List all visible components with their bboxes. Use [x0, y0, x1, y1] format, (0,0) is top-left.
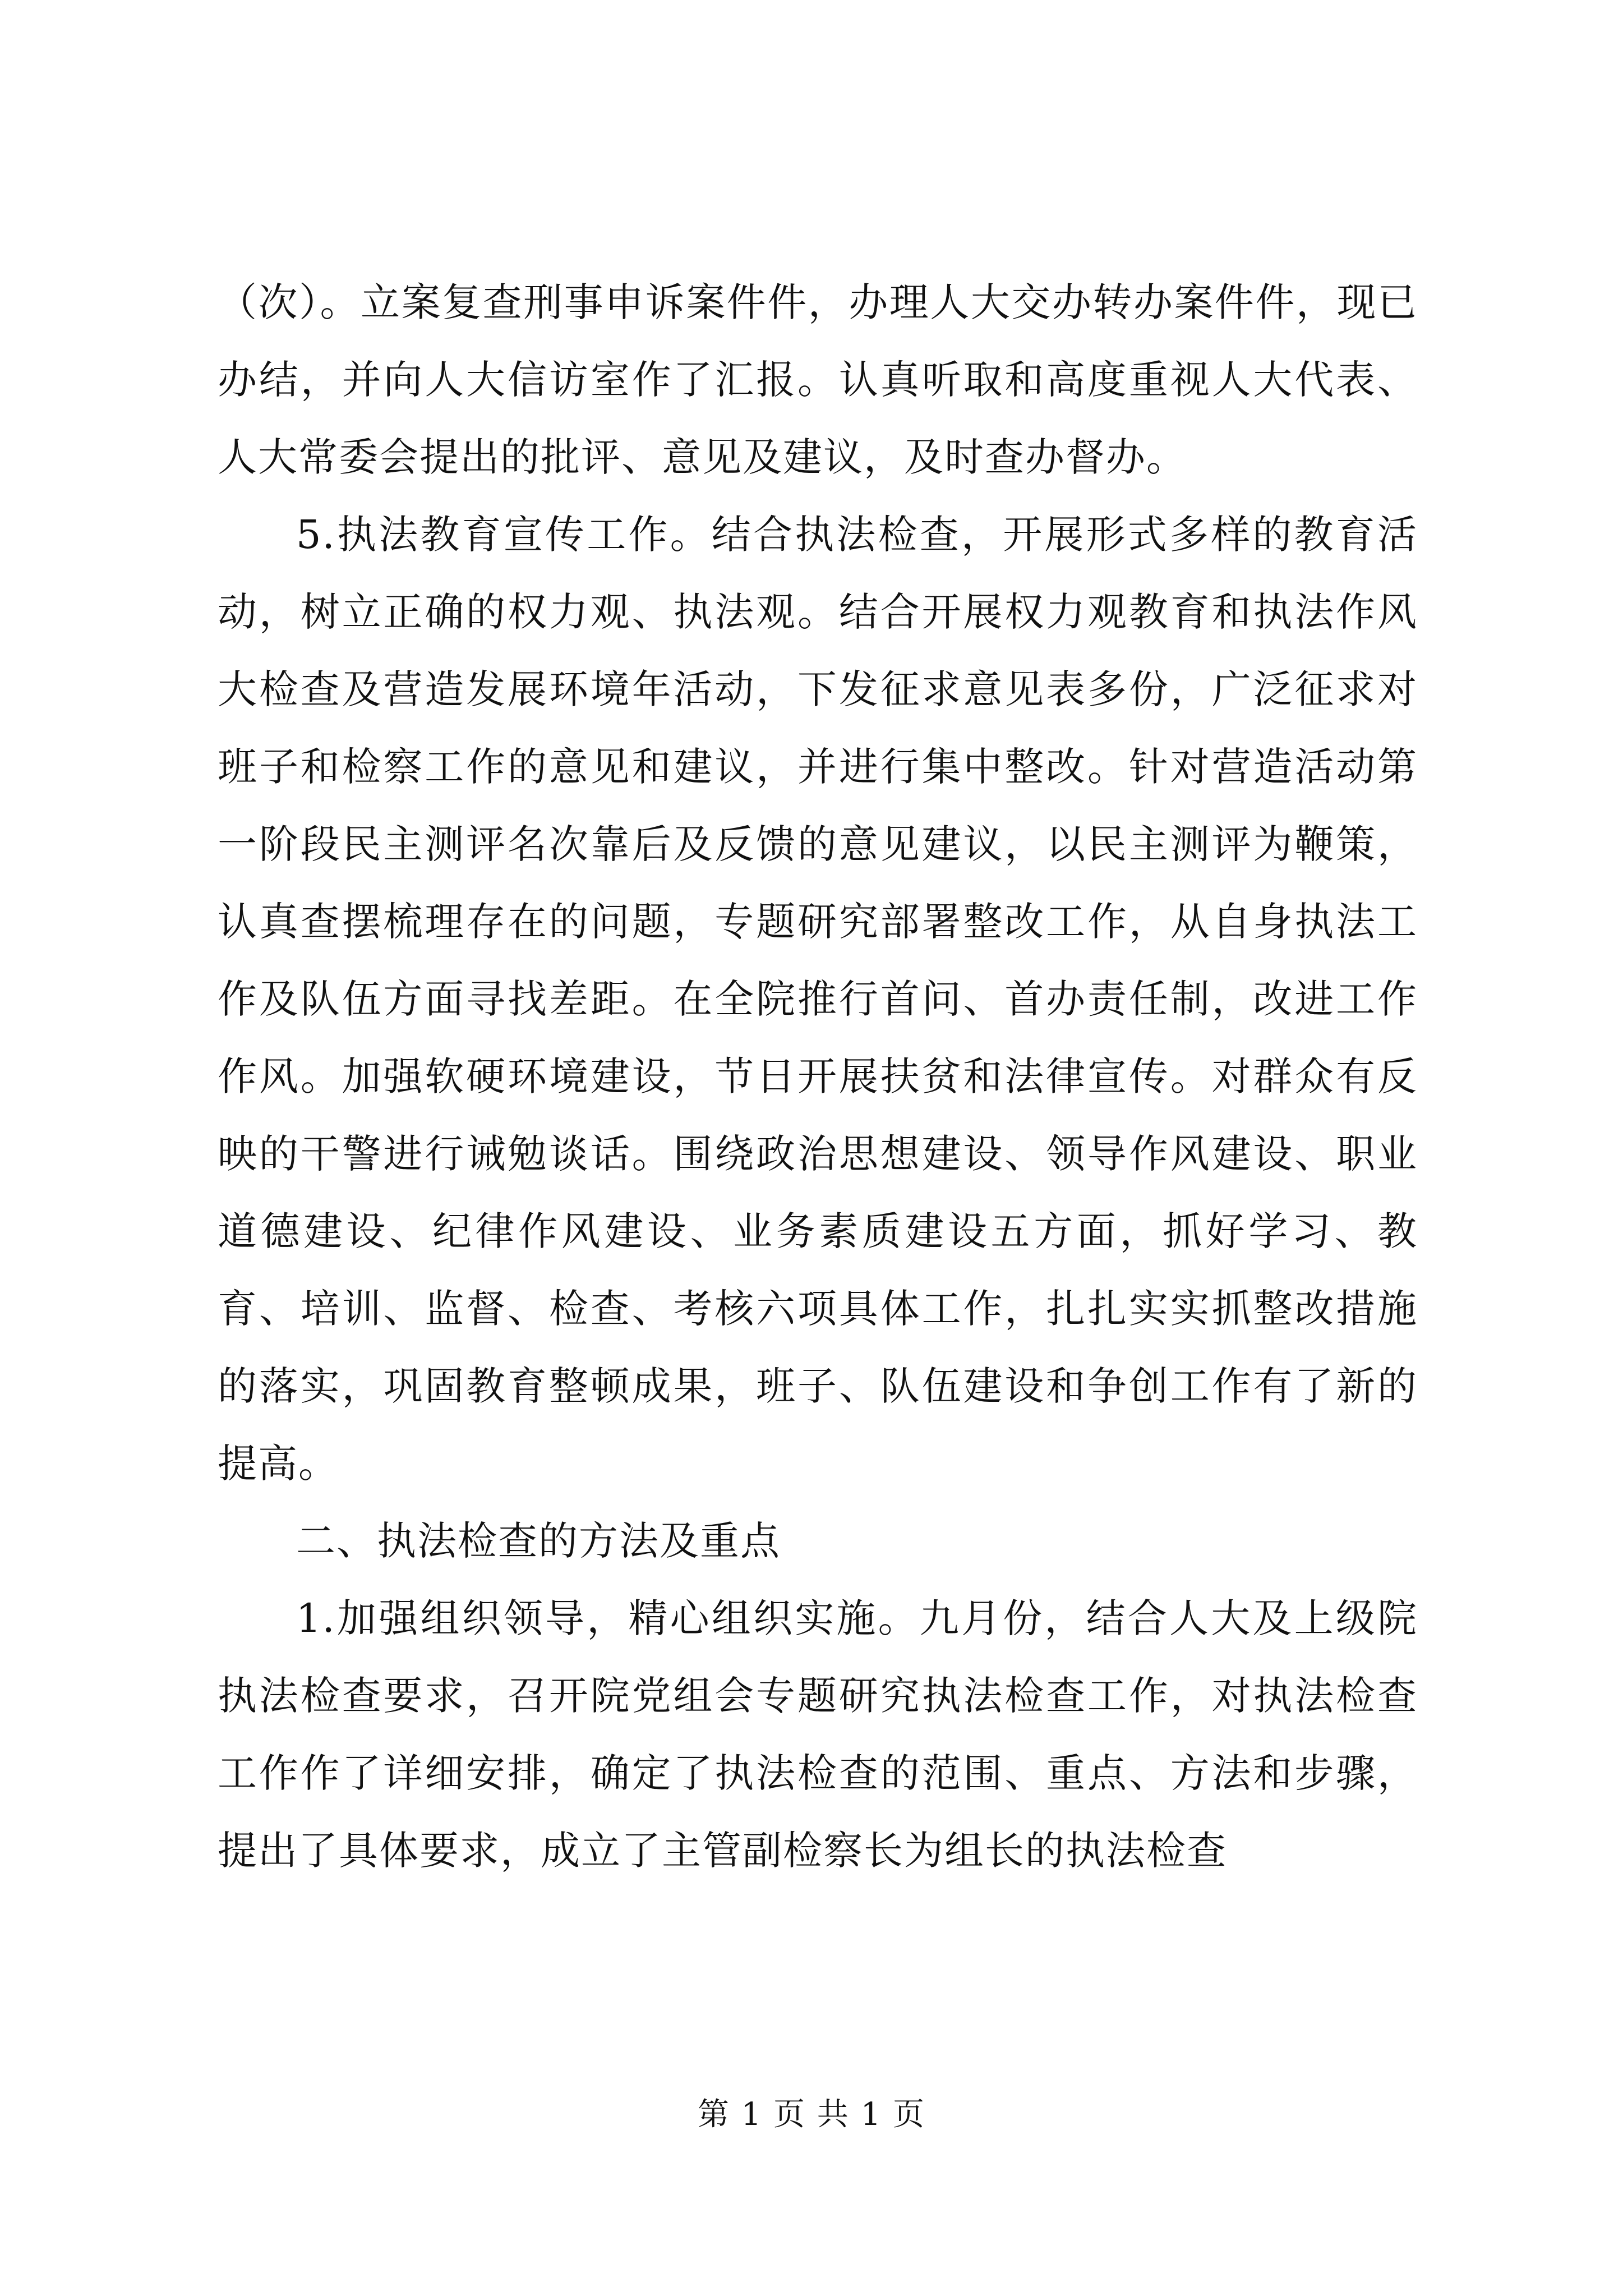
document-body — [218, 264, 1418, 1889]
paragraph-organization-leadership: 1.加强组织领导，精心组织实施。九月份，结合人大及上级院执法检查要求，召开院党组会专题研究执法检查工作，对执法检查工作作了详细安排，确定了执法检查的范围、重点、方法和步骤，提出了具体要求，成立了主管副检察长为组长的执法检查 — [218, 1595, 1418, 1874]
paragraph-education-publicity: 5.执法教育宣传工作。结合执法检查，开展形式多样的教育活动，树立正确的权力观、执法观。结合开展权力观教育和执法作风大检查及营造发展环境年活动，下发征求意见表多份，广泛征求对班子和检察工作的意见和建议，并进行集中整改。针对营造活动第一阶段民主测评名次靠后及反馈的意见建议，以民主测评为鞭策，认真查摆梳理存在的问题，专题研究部署整改工作，从自身执法工作及队伍方面寻找差距。在全院推行首问、首办责任制，改进工作作风。加强软硬环境建设，节日开展扶贫和法律宣传。对群众有反映的干警进行诫勉谈话。围绕政治思想建设、领导作风建设、职业道德建设、纪律作风建设、业务素质建设五方面，抓好学习、教育、培训、监督、检查、考核六项具体工作，扎扎实实抓整改措施的落实，巩固教育整顿成果，班子、队伍建设和争创工作有了新的提高。 — [218, 512, 1418, 1487]
paragraph-continuation: （次）。立案复查刑事申诉案件件，办理人大交办转办案件件，现已办结，并向人大信访室作了汇报。认真听取和高度重视人大代表、人大常委会提出的批评、意见及建议，及时查办督办。 — [218, 279, 1418, 480]
page-number: 第 1 页 共 1 页 — [697, 2096, 926, 2133]
section-heading: 二、执法检查的方法及重点 — [296, 1518, 781, 1564]
